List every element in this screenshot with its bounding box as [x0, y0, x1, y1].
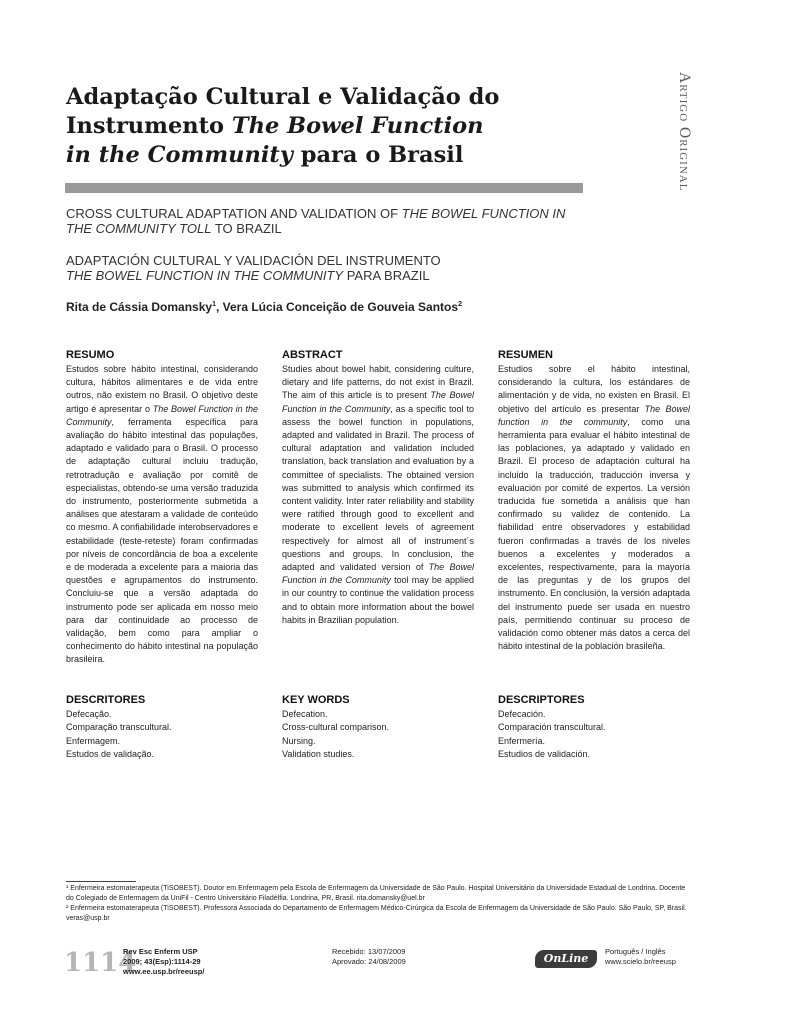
resumen-text [498, 363, 690, 653]
scielo-url[interactable]: www.scielo.br/reeusp [605, 957, 676, 966]
keyword-item: Defecación. [498, 709, 546, 719]
received-date: Recebido: 13/07/2009 [332, 947, 406, 956]
journal-url[interactable]: www.ee.usp.br/reeusp/ [123, 967, 205, 976]
abstract-text-part: tool may be applied in our country to continue the validation process and to obtain more information about the bowel habits in Brazilian population. [282, 575, 474, 625]
keyword-item: Enfermagem. [66, 735, 121, 746]
english-title-end: TO BRAZIL [211, 221, 282, 236]
abstract-text-part: , as a specific tool to assess the bowel function in populations, adapted and validated in Brazil. The process of cultural adaptation and validation included translation, back translation and evaluation by a committee of specialists. The obtained version was submitted to analysis which confirmed its content validity. Inter rater reliability and stability were ratified through good to excellent and moderate to excellent levels of agreement respectively for almost all of instrument´s questions and groups. In conclusion, the adapted and validated version of [282, 403, 474, 573]
section-label: Artigo Original [676, 72, 693, 192]
keyword-item: Estudios de validación. [498, 748, 591, 759]
resumen-heading: RESUMEN [498, 349, 554, 361]
title-line-3: para o Brasil [292, 142, 464, 168]
authors-line [66, 300, 462, 314]
descriptores-block [498, 694, 690, 761]
resumo-text-part: Estudos sobre hábito intestinal, considerando cultura, hábitos alimentares e de vida entre outros, não existem no Brasil. O objetivo deste artigo é apresentar o [66, 364, 258, 414]
page-number: 1114 [64, 948, 137, 978]
keyword-item: Estudos de validação. [66, 748, 155, 759]
language-info [605, 947, 676, 967]
author-2: Vera Lúcia Conceição de Gouveia Santos [222, 300, 459, 314]
footnote-1: ¹ Enfermeira estomaterapeuta (TiSOBEST). Doutor em Enfermagem pela Escola de Enfermagem da Universidade de São Paulo. Hospital Universitário da Universidade Estadual de Londrina. Docente do Colegiado de Enfermagem da UniFil - Centro Universitário Filadélfia. Londrina, PR, Brasil. rita.domansky@uel.br [66, 885, 686, 902]
spanish-title-text: ADAPTACIÓN CULTURAL Y VALIDACIÓN DEL INSTRUMENTO [66, 253, 441, 268]
abstract-instrument-name: The Bowel Function in the Community [282, 390, 474, 414]
abstract-column [282, 349, 474, 627]
keyword-item: Validation studies. [282, 748, 355, 759]
footnote-2: ² Enfermeira estomaterapeuta (TiSOBEST). Professora Associada do Departamento de Enfermagem Médico-Cirúrgica da Escola de Enfermagem da Universidade de São Paulo. São Paulo, SP, Brasil. veras@usp.br [66, 905, 687, 922]
spanish-title-end: PARA BRAZIL [343, 268, 430, 283]
author-1: Rita de Cássia Domansky [66, 300, 213, 314]
footnote-divider [66, 881, 136, 882]
spanish-title [66, 253, 586, 283]
abstract-instrument-name: The Bowel Function in the Community [282, 562, 474, 586]
languages: Português / Inglês [605, 947, 666, 956]
author-1-affiliation: 1 [212, 301, 216, 308]
title-line-1: Adaptação Cultural e Validação do [66, 84, 500, 110]
resumo-text [66, 363, 258, 667]
resumen-column [498, 349, 690, 653]
keyword-item: Comparación transcultural. [498, 722, 606, 733]
keywords-heading: KEY WORDS [282, 694, 350, 706]
resumen-instrument-name: The Bowel function in the community [498, 403, 690, 427]
descritores-block [66, 694, 258, 761]
resumen-text-part: Estudios sobre el hábito intestinal, considerando la cultura, los estándares de alimentación y de vida, no existen en Brasil. El objetivo del artículo es presentar [498, 364, 690, 414]
journal-volume: 2009; 43(Esp):1114-29 [123, 957, 201, 966]
english-title-text: CROSS CULTURAL ADAPTATION AND VALIDATION OF [66, 206, 402, 221]
descriptores-heading: DESCRIPTORES [498, 694, 585, 706]
article-title [66, 83, 586, 170]
journal-citation [123, 947, 204, 977]
resumo-column [66, 349, 258, 667]
abstract-text-part: Studies about bowel habit, considering culture, dietary and life patterns, do not exist in Brazil. The aim of this article is to present [282, 364, 474, 401]
resumen-text-part: , como una herramienta para evaluar el hábito intestinal de las poblaciones, ya adaptado y validado en Brazil. El proceso de adaptación cultural ha incluido la traducción, traducción inversa y evaluación por comité de expertos. La versión traducida fue sometida a análisis que han confirmado su validez de contenido. La fiabilidad entre observadores y estabilidad fueron confirmadas a través de los niveles buenos a excelentes y moderados a excelentes, respectivamente, para la mayoría de las preguntas y de los grupos del instrumento. En conclusión, la versión adaptada del instrumento puede ser usada en nuestro país, permitiendo continuar su proceso de validación como obtener más datos a cerca del hábito intestinal de la población brasileña. [498, 416, 690, 652]
abstract-heading: ABSTRACT [282, 349, 343, 361]
keywords-block [282, 694, 474, 761]
submission-dates [332, 947, 406, 967]
keyword-item: Nursing. [282, 735, 316, 746]
author-separator: , [215, 300, 223, 314]
english-title-italic: THE BOWEL FUNCTION IN THE COMMUNITY TOLL [66, 206, 566, 236]
keyword-item: Enfermería. [498, 735, 546, 746]
keyword-item: Defecação. [66, 709, 112, 719]
approved-date: Aprovado: 24/08/2009 [332, 957, 406, 966]
keyword-item: Defecation. [282, 709, 328, 719]
title-divider [65, 183, 583, 193]
title-instrument-name-cont: in the Community [66, 142, 293, 168]
online-logo: OnLine [535, 950, 597, 968]
abstract-text [282, 363, 474, 627]
title-line-2: Instrumento [66, 113, 232, 139]
footnotes [66, 884, 691, 924]
spanish-title-italic: THE BOWEL FUNCTION IN THE COMMUNITY [66, 268, 344, 283]
journal-name: Rev Esc Enferm USP [123, 947, 198, 956]
author-2-affiliation: 2 [458, 301, 462, 308]
resumo-instrument-name: The Bowel Function in the Community [66, 403, 258, 427]
keyword-item: Cross-cultural comparison. [282, 722, 390, 733]
keyword-item: Comparação transcultural. [66, 722, 172, 733]
resumo-heading: RESUMO [66, 349, 115, 361]
descritores-heading: DESCRITORES [66, 694, 146, 706]
title-instrument-name: The Bowel Function [231, 113, 484, 139]
english-title [66, 206, 586, 236]
resumo-text-part: , ferramenta específica para avaliação do hábito intestinal das populações, adaptado e validado para o Brasil. O processo de adaptação cultural incluiu tradução, retrotradução e avaliação por comitê de especialistas, obtendo-se uma versão traduzida do instrumento, posteriormente submetida a análises que atestaram a validade de conteúdo co mesmo. A confiabilidade interobservadores e estabilidade (teste-reteste) foram confirmadas por níveis de concordância de boa a excelente e de moderada a excelente para a maioria das questões e agrupamentos do instrumento. Concluiu-se que a versão adaptada do instrumento pode ser aplicada em nosso meio para dar continuidade ao processo de validação, bem como para ampliar o conhecimento do hábito intestinal na população brasileira. [66, 416, 258, 665]
